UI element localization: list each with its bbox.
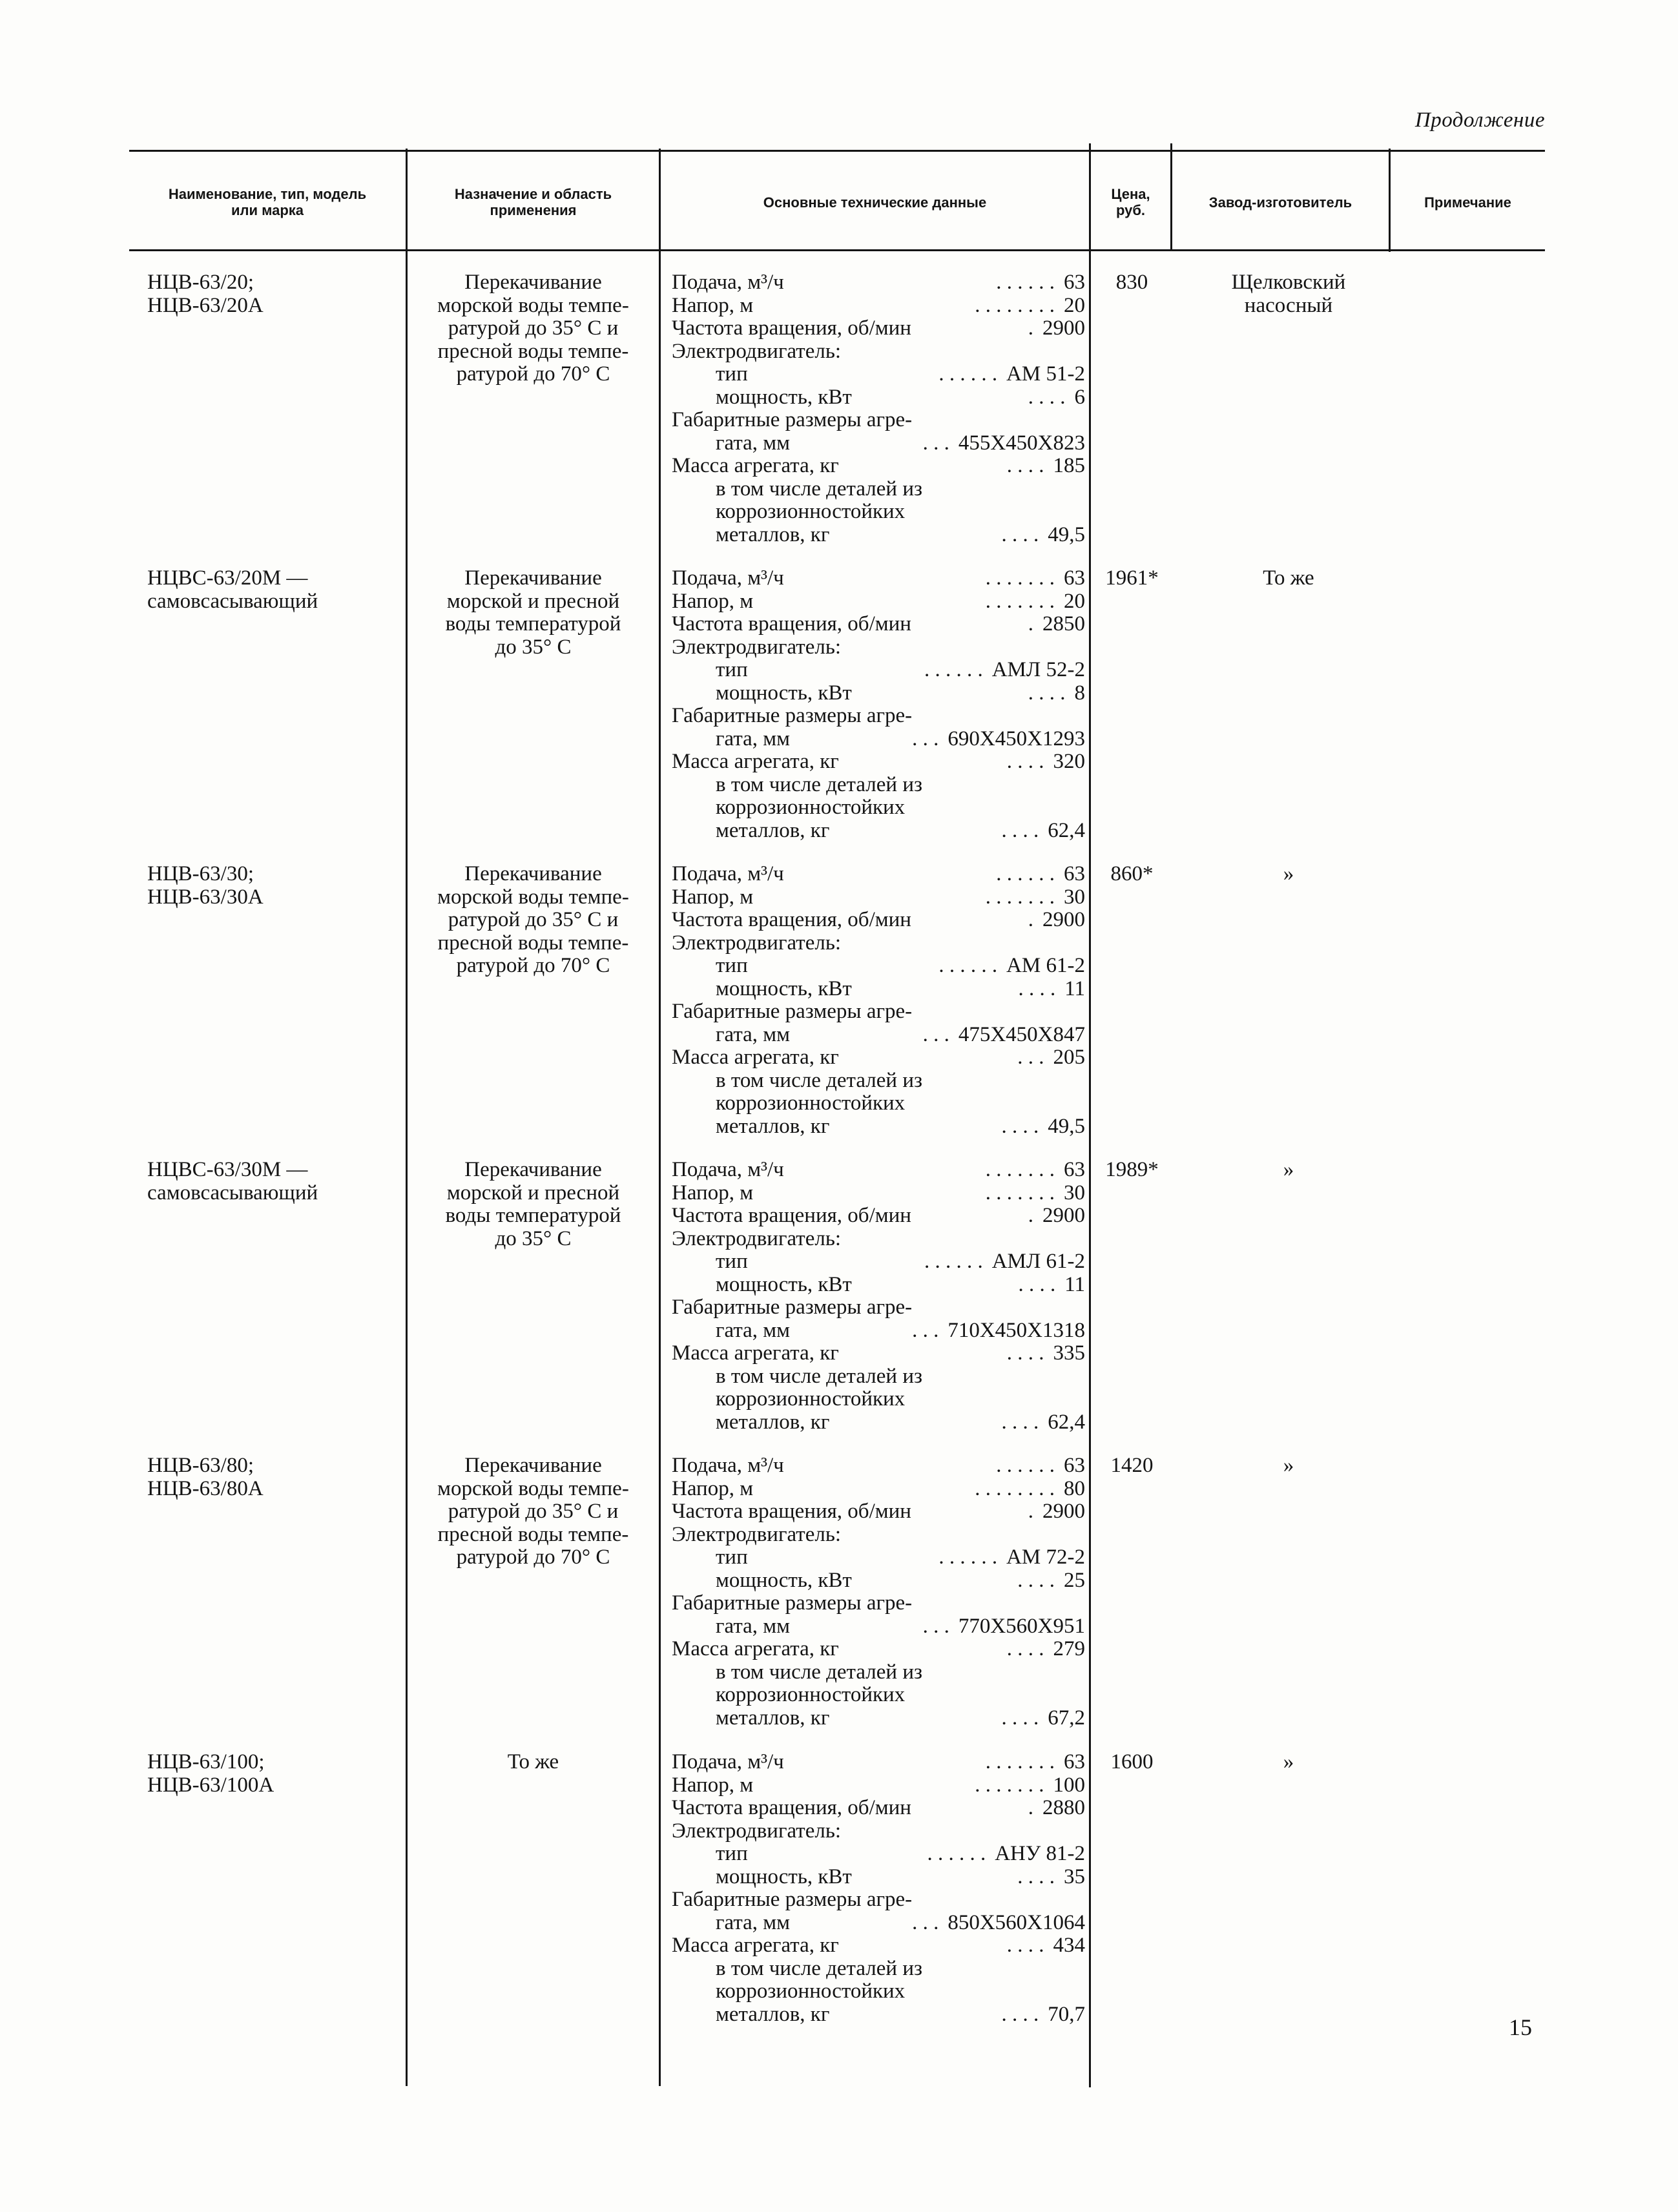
spec-label: Электродвигатель:	[672, 931, 842, 955]
spec-row	[672, 820, 1085, 843]
spec-label: Масса агрегата, кг	[672, 1341, 839, 1365]
spec-row	[672, 796, 1085, 820]
header-purpose: Назначение и область применения	[454, 186, 612, 218]
spec-row	[672, 1500, 1085, 1524]
spec-label: гата, мм	[716, 1318, 791, 1342]
spec-label: Частота вращения, об/мин	[672, 1500, 911, 1523]
header-note: Примечание	[1424, 194, 1511, 211]
spec-value: АМЛ 52-2	[991, 658, 1085, 681]
spec-value: 434	[1053, 1934, 1085, 1957]
manufacturer-text: Щелковский насосный	[1231, 271, 1346, 317]
continuation-label: Продолжение	[1414, 109, 1545, 132]
spec-value: АМ 51-2	[1006, 362, 1085, 386]
spec-leader-dots: . . . .	[1006, 1341, 1044, 1365]
spec-row	[672, 1866, 1085, 1889]
spec-label: металлов, кг	[716, 522, 830, 546]
spec-label: мощность, кВт	[716, 681, 852, 705]
spec-row	[672, 1115, 1085, 1139]
spec-leader-dots: .	[1028, 316, 1033, 340]
spec-row	[672, 932, 1085, 955]
spec-row	[672, 2003, 1085, 2027]
spec-label: Частота вращения, об/мин	[672, 908, 911, 931]
spec-value: 770Х560Х951	[958, 1614, 1085, 1638]
spec-row	[672, 1024, 1085, 1047]
spec-row	[672, 659, 1085, 682]
spec-row	[672, 1228, 1085, 1251]
spec-label: Габаритные размеры агре-	[672, 704, 913, 727]
spec-row	[672, 909, 1085, 932]
spec-label: Масса агрегата, кг	[672, 750, 839, 773]
spec-value: 20	[1064, 589, 1085, 613]
spec-leader-dots: . . . . . . .	[985, 1181, 1055, 1204]
spec-leader-dots: . . . .	[1006, 1934, 1044, 1957]
spec-leader-dots: . . . . . . . .	[975, 293, 1055, 317]
spec-row	[672, 636, 1085, 659]
spec-leader-dots: . . . .	[1006, 454, 1044, 477]
spec-leader-dots: . . .	[912, 727, 939, 750]
header-name: Наименование, тип, модель или марка	[168, 186, 367, 218]
spec-value: 49,5	[1048, 1114, 1085, 1138]
spec-label: металлов, кг	[716, 2002, 830, 2026]
spec-leader-dots: . . . . . . . .	[975, 1476, 1055, 1500]
spec-label: Электродвигатель:	[672, 339, 842, 363]
spec-label: Напор, м	[672, 589, 754, 613]
page-number: 15	[1509, 2014, 1532, 2040]
spec-label: тип	[716, 658, 748, 681]
spec-row	[672, 1319, 1085, 1343]
spec-row	[672, 271, 1085, 295]
spec-row	[672, 1070, 1085, 1093]
spec-row	[672, 886, 1085, 909]
spec-value: 25	[1064, 1568, 1085, 1592]
spec-label: Частота вращения, об/мин	[672, 1796, 911, 1819]
spec-label: Подача, м³/ч	[672, 862, 784, 885]
spec-value: 185	[1053, 454, 1085, 477]
spec-label: Электродвигатель:	[672, 1819, 842, 1843]
manufacturer-text: То же	[1263, 566, 1314, 590]
spec-label: тип	[716, 1545, 748, 1569]
spec-row	[672, 1774, 1085, 1797]
spec-label: Габаритные размеры агре-	[672, 1888, 913, 1911]
spec-row	[672, 455, 1085, 478]
product-name: НЦВ-63/20; НЦВ-63/20А	[147, 271, 264, 317]
specs-list	[672, 1159, 1085, 1434]
spec-row	[672, 524, 1085, 547]
spec-row	[672, 1751, 1085, 1774]
spec-row	[672, 1365, 1085, 1389]
spec-label: Масса агрегата, кг	[672, 1637, 839, 1660]
spec-label: Габаритные размеры агре-	[672, 1000, 913, 1023]
product-name: НЦВС-63/30М — самовсасывающий	[147, 1158, 318, 1204]
spec-label: коррозионностойких	[716, 796, 906, 819]
purpose-text: Перекачивание морской воды темпе- ратурой до 35° С и пресной воды темпе- ратурой до 70° С	[437, 1454, 629, 1569]
spec-value: 80	[1064, 1476, 1085, 1500]
spec-label: в том числе деталей из	[716, 1364, 923, 1388]
spec-label: коррозионностойких	[716, 1387, 906, 1411]
spec-value: 205	[1053, 1046, 1085, 1069]
spec-value: 2900	[1042, 316, 1085, 340]
spec-value: 20	[1064, 293, 1085, 317]
spec-leader-dots: . . . .	[1028, 385, 1066, 409]
spec-leader-dots: . . . .	[1017, 1568, 1055, 1592]
spec-label: Габаритные размеры агре-	[672, 1591, 913, 1615]
manufacturer-text: »	[1283, 862, 1294, 885]
spec-value: АНУ 81-2	[995, 1842, 1085, 1865]
price-value: 1420	[1110, 1454, 1154, 1477]
price-value: 1961*	[1105, 566, 1159, 590]
spec-leader-dots: . . .	[922, 1022, 949, 1046]
spec-label: Подача, м³/ч	[672, 566, 784, 590]
product-name: НЦВ-63/80; НЦВ-63/80А	[147, 1454, 264, 1500]
spec-row	[672, 295, 1085, 318]
spec-row	[672, 317, 1085, 340]
spec-row	[672, 682, 1085, 705]
spec-leader-dots: . . .	[922, 431, 949, 455]
spec-row	[672, 1478, 1085, 1501]
spec-leader-dots: . . . .	[1006, 750, 1044, 773]
spec-row	[672, 432, 1085, 455]
specs-list	[672, 1751, 1085, 2026]
spec-label: Подача, м³/ч	[672, 1750, 784, 1773]
spec-row	[672, 1454, 1085, 1478]
spec-value: 62,4	[1048, 818, 1085, 842]
spec-label: металлов, кг	[716, 1410, 830, 1434]
spec-leader-dots: . . . . . .	[996, 271, 1055, 294]
spec-label: тип	[716, 1842, 748, 1865]
spec-value: АМЛ 61-2	[991, 1250, 1085, 1273]
header-maker: Завод-изготовитель	[1208, 194, 1352, 211]
spec-label: гата, мм	[716, 1022, 791, 1046]
spec-row	[672, 1204, 1085, 1228]
spec-leader-dots: . . . . . .	[938, 362, 998, 386]
spec-label: коррозионностойких	[716, 1091, 906, 1115]
spec-row	[672, 750, 1085, 774]
spec-row	[672, 1342, 1085, 1365]
spec-label: тип	[716, 362, 748, 386]
spec-leader-dots: . . . .	[1001, 1114, 1039, 1138]
spec-label: Электродвигатель:	[672, 635, 842, 659]
manufacturer-text: »	[1283, 1158, 1294, 1181]
spec-row	[672, 501, 1085, 524]
spec-row	[672, 1250, 1085, 1274]
spec-label: гата, мм	[716, 1614, 791, 1638]
spec-label: Подача, м³/ч	[672, 1158, 784, 1181]
spec-value: 279	[1053, 1637, 1085, 1660]
spec-leader-dots: . . .	[1017, 1046, 1044, 1069]
spec-row	[672, 1958, 1085, 1981]
spec-row	[672, 1934, 1085, 1958]
spec-value: 30	[1064, 1181, 1085, 1204]
specs-list	[672, 271, 1085, 546]
spec-value: 6	[1074, 385, 1085, 409]
spec-label: Напор, м	[672, 1181, 754, 1204]
spec-leader-dots: .	[1028, 612, 1033, 636]
spec-label: Масса агрегата, кг	[672, 1046, 839, 1069]
spec-label: тип	[716, 1250, 748, 1273]
spec-leader-dots: . . . . . . .	[985, 1158, 1055, 1181]
column-divider	[659, 149, 661, 2086]
spec-label: мощность, кВт	[716, 977, 852, 1000]
spec-leader-dots: . . . . . . .	[985, 1750, 1055, 1773]
header-specs: Основные технические данные	[763, 194, 987, 211]
product-name: НЦВ-63/30; НЦВ-63/30А	[147, 862, 264, 909]
spec-row	[672, 774, 1085, 797]
spec-label: Масса агрегата, кг	[672, 1934, 839, 1957]
spec-label: Частота вращения, об/мин	[672, 316, 911, 340]
spec-leader-dots: .	[1028, 908, 1033, 931]
spec-row	[672, 863, 1085, 886]
spec-label: Электродвигатель:	[672, 1522, 842, 1546]
spec-value: АМ 72-2	[1006, 1545, 1085, 1569]
spec-label: мощность, кВт	[716, 1272, 852, 1296]
spec-leader-dots: . . .	[922, 1614, 949, 1638]
spec-value: 335	[1053, 1341, 1085, 1365]
spec-value: 11	[1064, 1272, 1085, 1296]
spec-label: гата, мм	[716, 431, 791, 455]
spec-label: мощность, кВт	[716, 385, 852, 409]
specs-list	[672, 1454, 1085, 1730]
column-divider	[1089, 143, 1091, 2087]
specs-list	[672, 567, 1085, 842]
spec-label: Габаритные размеры агре-	[672, 1296, 913, 1319]
spec-label: Подача, м³/ч	[672, 1454, 784, 1477]
spec-label: гата, мм	[716, 727, 791, 750]
spec-leader-dots: . . . . . .	[996, 862, 1055, 885]
spec-label: в том числе деталей из	[716, 477, 923, 501]
spec-label: тип	[716, 954, 748, 977]
price-value: 860*	[1110, 862, 1154, 885]
spec-value: АМ 61-2	[1006, 954, 1085, 977]
spec-leader-dots: . . . .	[1006, 1637, 1044, 1660]
spec-row	[672, 1707, 1085, 1730]
spec-row	[672, 363, 1085, 386]
spec-label: в том числе деталей из	[716, 772, 923, 796]
spec-value: 850Х560Х1064	[948, 1910, 1085, 1934]
spec-row	[672, 567, 1085, 590]
spec-label: коррозионностойких	[716, 1683, 906, 1706]
spec-leader-dots: . . . .	[1018, 1272, 1056, 1296]
spec-leader-dots: . . . . . .	[924, 658, 983, 681]
spec-value: 2900	[1042, 1204, 1085, 1227]
price-value: 1600	[1110, 1750, 1154, 1773]
spec-value: 2850	[1042, 612, 1085, 636]
spec-leader-dots: . . .	[912, 1910, 939, 1934]
spec-leader-dots: . . . .	[1001, 1410, 1039, 1434]
spec-row	[672, 1411, 1085, 1434]
spec-value: 100	[1053, 1773, 1085, 1797]
spec-row	[672, 386, 1085, 409]
product-name: НЦВС-63/20М — самовсасывающий	[147, 566, 318, 613]
header-price: Цена, руб.	[1111, 186, 1150, 218]
purpose-text: Перекачивание морской и пресной воды температурой до 35° С	[445, 566, 621, 659]
spec-leader-dots: . . . .	[1028, 681, 1066, 705]
spec-row	[672, 613, 1085, 636]
spec-value: 67,2	[1048, 1706, 1085, 1730]
spec-row	[672, 1046, 1085, 1070]
spec-label: металлов, кг	[716, 1706, 830, 1730]
spec-row	[672, 955, 1085, 978]
spec-leader-dots: . . . . . . .	[985, 589, 1055, 613]
spec-row	[672, 1592, 1085, 1615]
header-bottom-rule	[129, 249, 1545, 251]
spec-leader-dots: . . . . . .	[996, 1454, 1055, 1477]
spec-leader-dots: .	[1028, 1500, 1033, 1523]
spec-row	[672, 340, 1085, 364]
spec-row	[672, 1524, 1085, 1547]
spec-row	[672, 1615, 1085, 1638]
spec-leader-dots: .	[1028, 1796, 1033, 1819]
spec-value: 710Х450Х1318	[948, 1318, 1085, 1342]
spec-label: Электродвигатель:	[672, 1226, 842, 1250]
spec-row	[672, 1000, 1085, 1024]
spec-value: 30	[1064, 885, 1085, 909]
spec-value: 2880	[1042, 1796, 1085, 1819]
spec-label: в том числе деталей из	[716, 1068, 923, 1092]
spec-value: 320	[1053, 750, 1085, 773]
spec-value: 70,7	[1048, 2002, 1085, 2026]
spec-row	[672, 705, 1085, 728]
spec-leader-dots: . . . .	[1001, 818, 1039, 842]
spec-leader-dots: . . . . . .	[938, 954, 998, 977]
spec-label: мощность, кВт	[716, 1568, 852, 1592]
spec-leader-dots: . . . .	[1001, 1706, 1039, 1730]
spec-row	[672, 1843, 1085, 1866]
spec-label: Подача, м³/ч	[672, 271, 784, 294]
spec-row	[672, 1159, 1085, 1182]
spec-value: 63	[1064, 1158, 1085, 1181]
spec-value: 63	[1064, 862, 1085, 885]
purpose-text: То же	[507, 1750, 559, 1773]
spec-value: 63	[1064, 271, 1085, 294]
column-divider	[406, 149, 408, 2086]
spec-leader-dots: . . . . . .	[938, 1545, 998, 1569]
spec-value: 455Х450Х823	[958, 431, 1085, 455]
spec-row	[672, 590, 1085, 614]
spec-value: 63	[1064, 566, 1085, 590]
spec-value: 8	[1074, 681, 1085, 705]
purpose-text: Перекачивание морской воды темпе- ратурой до 35° С и пресной воды темпе- ратурой до 70° С	[437, 862, 629, 977]
spec-label: Напор, м	[672, 1476, 754, 1500]
spec-leader-dots: . . . .	[1001, 522, 1039, 546]
spec-label: металлов, кг	[716, 1114, 830, 1138]
spec-label: мощность, кВт	[716, 1865, 852, 1888]
spec-label: металлов, кг	[716, 818, 830, 842]
spec-row	[672, 1274, 1085, 1297]
spec-label: в том числе деталей из	[716, 1660, 923, 1684]
spec-label: Частота вращения, об/мин	[672, 612, 911, 636]
spec-leader-dots: .	[1028, 1204, 1033, 1227]
spec-leader-dots: . . . .	[1017, 1865, 1055, 1888]
spec-value: 62,4	[1048, 1410, 1085, 1434]
spec-row	[672, 1569, 1085, 1593]
spec-leader-dots: . . . . . . .	[975, 1773, 1044, 1797]
spec-leader-dots: . . . . . . .	[985, 566, 1055, 590]
spec-label: гата, мм	[716, 1910, 791, 1934]
spec-value: 49,5	[1048, 522, 1085, 546]
purpose-text: Перекачивание морской и пресной воды температурой до 35° С	[445, 1158, 621, 1250]
spec-row	[672, 1661, 1085, 1684]
spec-row	[672, 1684, 1085, 1707]
spec-row	[672, 1820, 1085, 1843]
spec-row	[672, 409, 1085, 432]
spec-row	[672, 1092, 1085, 1115]
specs-list	[672, 863, 1085, 1138]
spec-value: 11	[1064, 977, 1085, 1000]
spec-row	[672, 1912, 1085, 1935]
spec-row	[672, 1388, 1085, 1411]
manufacturer-text: »	[1283, 1454, 1294, 1477]
spec-row	[672, 1296, 1085, 1319]
spec-label: Частота вращения, об/мин	[672, 1204, 911, 1227]
table-top-rule	[129, 150, 1545, 152]
spec-leader-dots: . . . .	[1018, 977, 1056, 1000]
spec-label: Напор, м	[672, 293, 754, 317]
spec-row	[672, 728, 1085, 751]
spec-row	[672, 1182, 1085, 1205]
manufacturer-text: »	[1283, 1750, 1294, 1773]
spec-label: Габаритные размеры агре-	[672, 408, 913, 431]
spec-row	[672, 1888, 1085, 1912]
spec-label: Масса агрегата, кг	[672, 454, 839, 477]
spec-label: Напор, м	[672, 1773, 754, 1797]
spec-value: 35	[1064, 1865, 1085, 1888]
spec-row	[672, 1980, 1085, 2003]
spec-label: коррозионностойких	[716, 500, 906, 523]
spec-leader-dots: . . . . . .	[924, 1250, 983, 1273]
spec-leader-dots: . . . . . . .	[985, 885, 1055, 909]
spec-label: в том числе деталей из	[716, 1956, 923, 1980]
spec-leader-dots: . . . . . .	[927, 1842, 986, 1865]
price-value: 1989*	[1105, 1158, 1159, 1181]
spec-value: 2900	[1042, 1500, 1085, 1523]
spec-row	[672, 1546, 1085, 1569]
spec-leader-dots: . . .	[912, 1318, 939, 1342]
price-value: 830	[1115, 271, 1148, 294]
product-name: НЦВ-63/100; НЦВ-63/100А	[147, 1750, 274, 1797]
spec-row	[672, 1638, 1085, 1661]
spec-label: Напор, м	[672, 885, 754, 909]
spec-value: 690Х450Х1293	[948, 727, 1085, 750]
spec-value: 63	[1064, 1454, 1085, 1477]
spec-label: коррозионностойких	[716, 1979, 906, 2003]
purpose-text: Перекачивание морской воды темпе- ратурой до 35° С и пресной воды темпе- ратурой до 70° С	[437, 271, 629, 386]
spec-row	[672, 478, 1085, 501]
spec-value: 475Х450Х847	[958, 1022, 1085, 1046]
spec-row	[672, 978, 1085, 1001]
spec-value: 2900	[1042, 908, 1085, 931]
spec-row	[672, 1797, 1085, 1820]
spec-value: 63	[1064, 1750, 1085, 1773]
spec-leader-dots: . . . .	[1001, 2002, 1039, 2026]
